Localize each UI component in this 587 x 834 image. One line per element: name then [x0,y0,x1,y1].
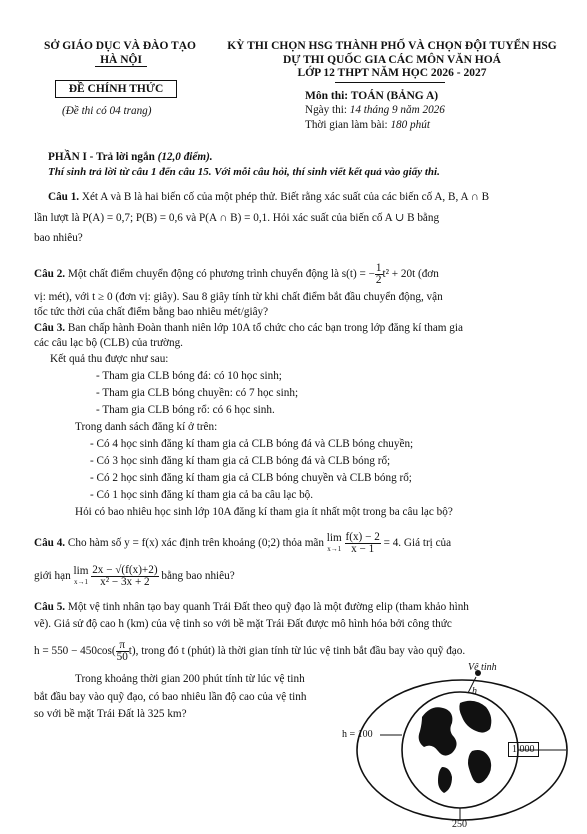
exam-date-label: Ngày thi: [305,104,350,116]
q2-text1a: Một chất điểm chuyển động có phương trình chuyển động là s(t) = − [65,268,375,281]
q5-text1: Một vệ tinh nhân tạo bay quanh Trái Đất theo quỹ đạo là một đường elip (tham khảo hình [65,601,469,613]
part1-title-text: PHẦN I - Trả lời ngắn [48,151,158,163]
q4-limit [327,533,342,555]
label-250: 250 [452,819,467,830]
q2-text1b: t² + 20t (đơn [382,268,439,281]
q3-list2-item: - Có 1 học sinh đăng kí tham gia cả ba câu lạc bộ. [90,489,314,501]
part1-instruction: Thí sinh trả lời từ câu 1 đến câu 15. Với mỗi câu hỏi, thí sinh viết kết quả vào giấy thi. [48,166,440,178]
q4-lim2-sub: x→1 [73,577,88,586]
q3-label: Câu 3. [34,322,66,334]
part1-title [48,150,213,165]
q3-list1-item: - Tham gia CLB bóng chuyền: có 7 học sinh; [96,387,299,399]
q3-text1: Ban chấp hành Đoàn thanh niên lớp 10A tổ chức cho các bạn trong lớp đăng kí tham gia [65,322,463,334]
q4-frac2-num: 2x − √(f(x)+2) [92,564,158,576]
q4-line2 [34,565,235,588]
pages-note: (Đề thi có 04 trang) [62,105,152,117]
q4-text1a: Cho hàm số y = f(x) xác định trên khoảng (0;2) thỏa mãn [65,537,327,550]
header-right-underline [335,82,445,83]
q3-list1-item: - Tham gia CLB bóng rổ: có 6 học sinh. [96,404,275,416]
q4-text2a: giới hạn [34,570,74,583]
header-right-line3: LỚP 12 THPT NĂM HỌC 2026 - 2027 [297,67,487,79]
q4-frac2-den: x² − 3x + 2 [100,576,150,588]
header-left-line2: HÀ NỘI [95,54,147,67]
q2-label: Câu 2. [34,268,66,281]
q4-fraction2 [91,565,158,588]
exam-time-label: Thời gian làm bài: [305,119,391,131]
q1-line2: lần lượt là P(A) = 0,7; P(B) = 0,6 và P(A ∩ B) = 0,1. Hỏi xác suất của biến cố A ∪ B bằng [34,212,440,224]
header-right-line2: DỰ THI QUỐC GIA CÁC MÔN VĂN HOÁ [283,54,501,66]
exam-date [305,103,445,118]
q4-label: Câu 4. [34,537,66,550]
q5-para1: Trong khoảng thời gian 200 phút tính từ lúc vệ tinh [75,673,305,685]
orbit-figure [340,655,585,830]
q4-lim2-text: lim [73,564,89,577]
q4-limit2 [73,566,88,588]
h100-label: h = 100 [342,729,373,740]
q4-fraction1 [345,532,381,555]
q4-text1b: = 4. Giá trị của [383,537,452,550]
q1-label: Câu 1. [48,191,80,203]
q3-question: Hỏi có bao nhiêu học sinh lớp 10A đăng kí tham gia ít nhất một trong ba câu lạc bộ? [75,506,453,518]
q3-list1-item: - Tham gia CLB bóng đá: có 10 học sinh; [96,370,282,382]
h-label: h [472,686,477,697]
q5-para2: bắt đầu bay vào quỹ đạo, có bao nhiêu lần độ cao của vệ tinh [34,691,307,703]
q3-line1 [34,321,463,336]
q5-text3a: h = 550 − 450cos( [34,645,116,658]
q1-line1 [48,190,489,205]
satellite-label: Vệ tinh [468,662,497,673]
q5-line1 [34,600,469,615]
q5-frac-num: π [116,640,129,652]
q4-frac1-den: x − 1 [351,543,375,555]
q5-frac-den: 50 [116,651,128,663]
q5-para3: so với bề mặt Trái Đất là 325 km? [34,708,187,720]
q2-frac-num: 1 [375,262,382,274]
q5-fraction [116,640,129,663]
official-label: ĐỀ CHÍNH THỨC [55,80,177,98]
q3-line4: Trong danh sách đăng kí ở trên: [75,421,218,433]
q3-line2: các câu lạc bộ (CLB) của trường. [34,337,183,349]
q3-list2-item: - Có 4 học sinh đăng kí tham gia cả CLB bóng đá và CLB bóng chuyền; [90,438,414,450]
q4-text2b: bằng bao nhiêu? [161,570,235,583]
q4-frac1-num: f(x) − 2 [345,531,380,543]
q1-text1: Xét A và B là hai biến cố của một phép thử. Biết rằng xác suất của các biến cố A, B, A ∩ B [79,191,490,203]
q3-line3: Kết quả thu được như sau: [50,353,169,365]
header-right-line1: KỲ THI CHỌN HSG THÀNH PHỐ VÀ CHỌN ĐỘI TUYỂN HSG [227,40,557,52]
q2-line3: tốc tức thời của chất điểm bằng bao nhiêu mét/giây? [34,306,269,318]
q5-label: Câu 5. [34,601,66,613]
exam-time-value: 180 phút [390,119,430,131]
subject-label: Môn thi: TOÁN (BẢNG A) [305,90,439,102]
q2-frac-den: 2 [375,274,382,286]
q5-text3b: t), trong đó t (phút) là thời gian tính từ lúc vệ tinh bắt đầu bay vào quỹ đạo. [128,645,466,658]
header-left-line1: SỞ GIÁO DỤC VÀ ĐÀO TẠO [44,40,196,52]
label-1000: 1 000 [508,742,539,757]
part1-points: (12,0 điểm). [157,151,213,163]
q2-fraction [375,263,383,286]
q4-line1 [34,532,451,555]
q3-list2-item: - Có 3 học sinh đăng kí tham gia cả CLB bóng đá và CLB bóng rổ; [90,455,391,467]
q5-line2: vẽ). Giả sử độ cao h (km) của vệ tinh so với bề mặt Trái Đất được mô hình hóa bởi công thức [34,618,452,630]
exam-date-value: 14 tháng 9 năm 2026 [349,104,445,116]
q4-lim-text: lim [326,531,342,544]
q4-lim-sub: x→1 [327,544,342,553]
q1-line3: bao nhiêu? [34,232,83,244]
exam-time [305,118,430,133]
q2-line2: vị: mét), với t ≥ 0 (đơn vị: giây). Sau 8 giây tính từ khi chất điểm bắt đầu chuyển động, vận [34,291,443,303]
q3-list2-item: - Có 2 học sinh đăng kí tham gia cả CLB bóng chuyền và CLB bóng rổ; [90,472,412,484]
q2-line1 [34,263,439,286]
